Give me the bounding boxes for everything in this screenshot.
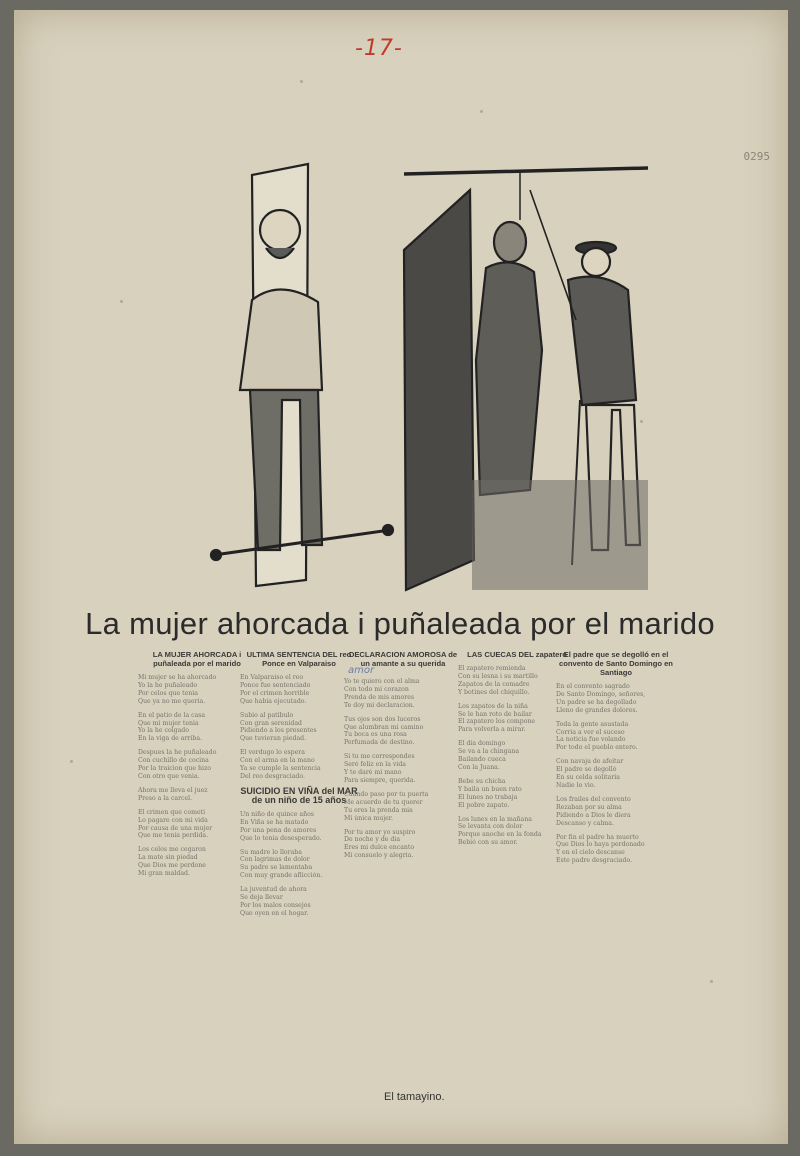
verse-line: Por causa de una mujer: [138, 824, 213, 832]
verse-line: El crimen que cometi: [138, 808, 206, 816]
column-3-heading: DECLARACION AMOROSA de un amante a su querida: [348, 650, 458, 668]
verse-line: Un padre se ha degollado: [556, 698, 637, 706]
paper-speck: [120, 300, 123, 303]
verse-line: Pidiendo a Dios le diera: [556, 811, 631, 819]
verse-line: Que mi mujer tenia: [138, 719, 199, 727]
verse-line: Este padre desgraciado.: [556, 857, 633, 865]
verse-line: Que ya no me queria.: [138, 697, 206, 705]
verse-line: Yo la he puñaleado: [138, 681, 198, 689]
verse-line: Se le han roto de bailar: [458, 710, 532, 718]
verse-line: Que me tenia perdida.: [138, 832, 209, 840]
verse-line: Un niño de quince años: [240, 810, 314, 818]
verse-line: Que oyen en el hogar.: [240, 909, 309, 917]
verse-line: Que Dios me perdone: [138, 862, 206, 870]
verse-line: Tus ojos son dos luceros: [344, 715, 421, 723]
verse-line: Con todo mi corazon: [344, 685, 409, 693]
verse-line: Con gran serenidad: [240, 719, 303, 727]
verse-line: Con otro que venia.: [138, 772, 200, 780]
verse-line: La mate sin piedad: [138, 854, 198, 862]
verse-line: Por los malos consejos: [240, 901, 311, 909]
verse-line: La juventud de ahora: [240, 886, 307, 894]
verse-line: Su madre lo lloraba: [240, 848, 302, 856]
verse-line: Por todo el pueblo entero.: [556, 744, 638, 752]
verse-line: Los celos me cegaron: [138, 846, 206, 854]
author-signature: El tamayino.: [384, 1091, 445, 1103]
verse-line: Con muy grande aflicción.: [240, 872, 323, 880]
column-3-verses: [344, 678, 462, 860]
verse-line: El padre se degolló: [556, 766, 617, 774]
verse-line: Ya se cumple la sentencia: [240, 765, 321, 773]
verse-line: Con la Juana.: [458, 763, 500, 771]
verse-line: Pidiendo a los presentes: [240, 727, 317, 735]
verse-line: Del reo desgraciado.: [240, 772, 305, 780]
verse-line: Con su lesna i su martillo: [458, 672, 538, 680]
verse-line: De Santo Domingo, señores,: [556, 690, 646, 698]
verse-line: Lo pagare con mi vida: [138, 816, 208, 824]
verse-line: Mi consuelo y alegria.: [344, 852, 414, 860]
verse-line: Yo la he colgado: [138, 727, 189, 735]
verse-line: Que tuvieran piedad.: [240, 735, 307, 743]
verse-line: Y en el cielo descanse: [556, 849, 625, 857]
verse-line: Preso a la carcel.: [138, 794, 193, 802]
paper-speck: [300, 80, 303, 83]
verse-line: Que lo tenia desesperado.: [240, 834, 322, 842]
verse-line: Y te daré mi mano: [344, 769, 402, 777]
pencil-catalog-id: 0295: [743, 150, 770, 163]
verse-line: Se levanta con dolor: [458, 823, 523, 831]
verse-line: Si tu me correspondes: [344, 753, 415, 761]
verse-line: Tu boca es una rosa: [344, 731, 407, 739]
verse-line: Por una pena de amores: [240, 826, 317, 834]
verse-line: Por fin el padre ha muerto: [556, 833, 639, 841]
verse-line: Los frailes del convento: [556, 795, 631, 803]
verse-line: Y baila un buen rato: [458, 785, 522, 793]
verse-line: Para siempre, querida.: [344, 776, 416, 784]
verse-line: Ponce fue sentenciado: [240, 681, 311, 689]
handwritten-page-number: -17-: [355, 36, 403, 61]
verse-line: Nadie lo vio.: [556, 781, 596, 789]
verse-line: Zapatos de la comadre: [458, 680, 530, 688]
verse-line: El dia domingo: [458, 740, 506, 748]
verse-line: Seré feliz en la vida: [344, 761, 406, 769]
verse-line: Y botines del chiquillo.: [458, 688, 530, 696]
verse-line: Cuando paso por tu puerta: [344, 790, 429, 798]
verse-line: Su padre se lamentaba: [240, 864, 313, 872]
paper-speck: [70, 760, 73, 763]
column-3: [344, 650, 462, 1110]
verse-line: Con navaja de afeitar: [556, 758, 624, 766]
verse-line: Mi única mujer.: [344, 814, 394, 822]
handwritten-annotation: amor: [348, 665, 375, 676]
column-5: [556, 650, 676, 1110]
column-1-verses: [138, 674, 256, 878]
verse-line: Eres mi dulce encanto: [344, 844, 415, 852]
verse-line: Perfumada de destino.: [344, 739, 415, 747]
verse-line: Ahora me lleva el juez: [138, 786, 208, 794]
verse-line: Corria a ver el suceso: [556, 728, 625, 736]
verse-line: Subio al patibulo: [240, 711, 294, 719]
column-2-verses-2: [240, 811, 358, 918]
verse-line: Mi mujer se ha ahorcado: [138, 674, 217, 681]
verse-line: Rezaban por su alma: [556, 803, 622, 811]
column-1-heading: LA MUJER AHORCADA i puñaleada por el marido: [152, 650, 242, 668]
verse-line: Por la traicion que hizo: [138, 765, 211, 773]
verse-line: El verdugo lo espera: [240, 749, 305, 757]
verse-line: El zapatero los compone: [458, 718, 536, 726]
verse-line: Por tu amor yo suspiro: [344, 828, 416, 836]
verse-line: En la viga de arriba.: [138, 735, 202, 743]
verse-line: Prenda de mis amores: [344, 693, 415, 701]
verse-line: Lleno de grandes dolores.: [556, 706, 638, 714]
verse-line: Porque anoche en la fonda: [458, 831, 542, 839]
paper-speck: [710, 980, 713, 983]
verse-line: Mi gran maldad.: [138, 870, 190, 878]
verse-line: Tu eres la prenda mia: [344, 806, 413, 814]
paper-speck: [480, 110, 483, 113]
verse-line: Que habia ejecutado.: [240, 697, 307, 705]
verse-line: En el convento sagrado: [556, 683, 630, 690]
verse-line: Te doy mi declaracion.: [344, 701, 415, 709]
verse-line: El lunes no trabaja: [458, 793, 518, 801]
verse-line: Los lunes en la mañana: [458, 815, 532, 823]
verse-line: El pobre zapato.: [458, 801, 510, 809]
verse-line: Los zapatos de la niña: [458, 702, 528, 710]
verse-line: Que alumbran mi camino: [344, 723, 424, 731]
column-4-heading: LAS CUECAS DEL zapatero: [467, 650, 567, 659]
column-2-verses: [240, 674, 358, 781]
column-5-verses: [556, 683, 676, 865]
verse-line: Con cuchillo de cocina: [138, 757, 209, 765]
broadsheet-title: La mujer ahorcada i puñaleada por el marido: [85, 606, 715, 641]
verse-line: Con lagrimas de dolor: [240, 856, 310, 864]
verse-line: De noche y de dia: [344, 836, 401, 844]
verse-line: Con el arma en la mano: [240, 757, 315, 765]
verse-line: Por celos que tenia: [138, 689, 198, 697]
verse-line: Bebió con su amor.: [458, 839, 518, 847]
verse-line: Despues la he puñaleado: [138, 749, 217, 757]
verse-line: La noticia fue volando: [556, 736, 626, 744]
verse-line: Yo te quiero con el alma: [344, 678, 420, 685]
verse-line: Se va a la chingana: [458, 748, 520, 756]
verse-line: El zapatero remienda: [458, 665, 526, 672]
verse-line: En su celda solitaria: [556, 774, 620, 782]
verse-line: Descanso y calma.: [556, 819, 614, 827]
column-5-heading: El padre que se degolló en el convento de Santo Domingo en Santiago: [559, 650, 673, 677]
broadsheet-illustration-hanged-woman-icon: [200, 150, 660, 600]
verse-line: Para volverla a mirar.: [458, 726, 526, 734]
column-2: [240, 650, 358, 1110]
verse-line: Me acuerdo de tu querer: [344, 798, 423, 806]
verse-line: En Viña se ha matado: [240, 818, 309, 826]
verse-line: Se deja llevar: [240, 894, 283, 902]
column-2-heading: ULTIMA SENTENCIA DEL reo Ponce en Valparaiso: [246, 650, 352, 668]
verse-line: Por el crimen horrible: [240, 689, 310, 697]
verse-line: Bebe su chicha: [458, 777, 506, 785]
verse-line: En el patio de la casa: [138, 711, 206, 719]
verse-line: Que Dios lo haya perdonado: [556, 841, 645, 849]
verse-line: En Valparaiso el reo: [240, 674, 304, 681]
column-2-subheading: SUICIDIO EN VIÑA del MAR de un niño de 15 años: [240, 785, 358, 805]
verse-line: Bailando cueca: [458, 756, 506, 764]
column-1: [138, 650, 256, 1110]
verse-line: Toda la gente asustada: [556, 720, 629, 728]
